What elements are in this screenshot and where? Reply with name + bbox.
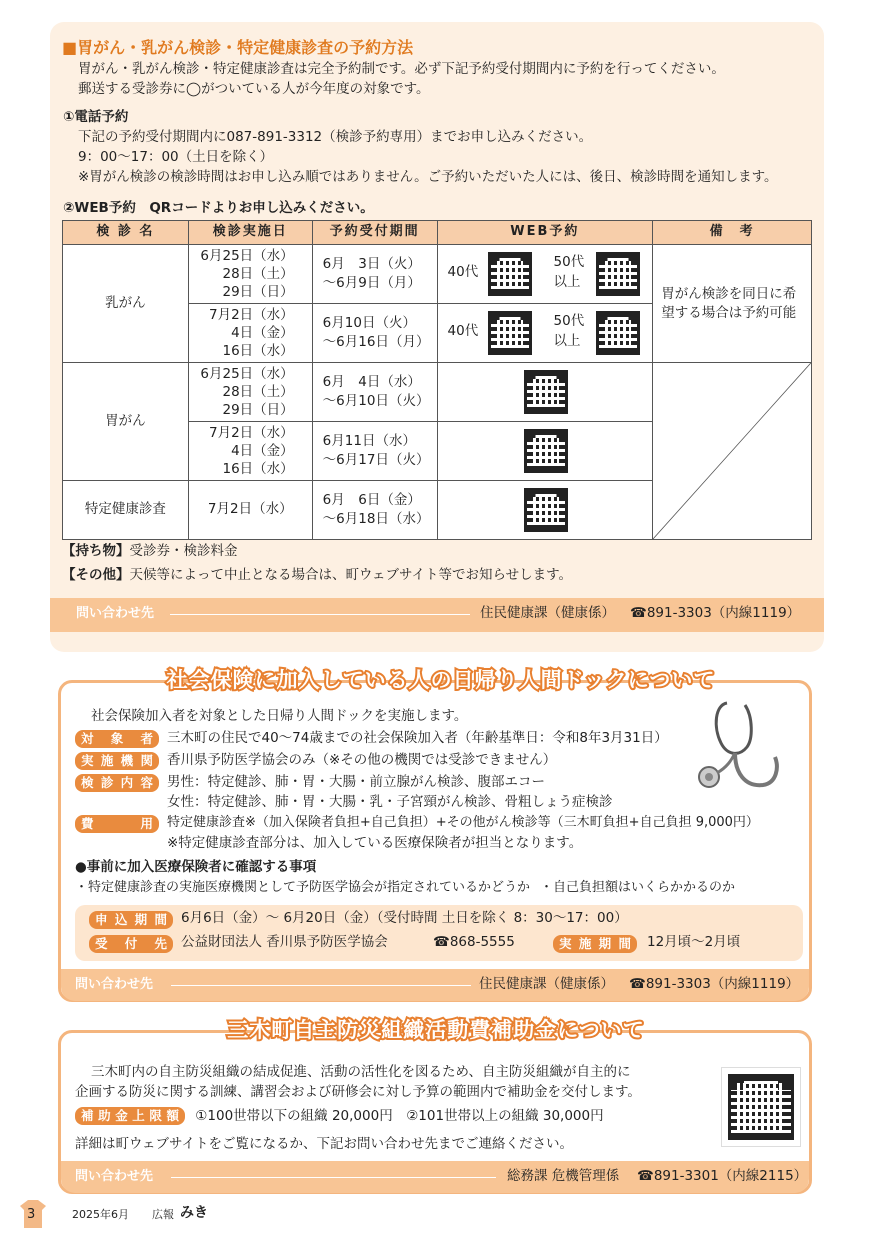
web-qr-cell bbox=[437, 481, 653, 540]
health-dock-section bbox=[58, 668, 812, 1002]
body-line: 企画する防災に関する訓練、講習会および研修会に対し予算の範囲内で補助金を交付します。 bbox=[75, 1084, 641, 1100]
qr-code-icon[interactable] bbox=[596, 252, 640, 296]
phone-line: 下記の予約受付期間内に087-891-3312（検診予約専用）までお申し込みください。 bbox=[78, 129, 593, 145]
contact-bar bbox=[50, 598, 824, 632]
header-exam: 検 診 名 bbox=[63, 221, 189, 245]
qr-code-icon[interactable] bbox=[524, 429, 568, 473]
exam-tokutei: 特定健康診査 bbox=[63, 481, 189, 540]
tag-content: 検診内容 bbox=[75, 774, 159, 792]
contact-dept: 総務課 危機管理係 bbox=[507, 1168, 620, 1184]
exam-dates: 7月2日（水） 4日（金） 16日（水） bbox=[188, 422, 312, 481]
reserve-period: 6月 6日（金） ～6月18日（水） bbox=[312, 481, 437, 540]
section-title: 社会保険に加入している人の日帰り人間ドックについて bbox=[166, 668, 716, 692]
other-info: 【その他】天候等によって中止となる場合は、町ウェブサイト等でお知らせします。 bbox=[62, 567, 573, 583]
qr-code-icon[interactable] bbox=[728, 1074, 794, 1140]
section-heading: ■胃がん・乳がん検診・特定健康診査の予約方法 bbox=[62, 38, 414, 57]
diagonal-line bbox=[653, 363, 811, 539]
issue-date: 2025年6月 bbox=[72, 1208, 129, 1221]
reserve-period: 6月10日（火） ～6月16日（月） bbox=[312, 304, 437, 363]
check-heading: ●事前に加入医療保険者に確認する事項 bbox=[75, 859, 317, 875]
tag-period: 実施期間 bbox=[553, 935, 637, 953]
tag-apply: 申込期間 bbox=[89, 911, 173, 929]
intro-line: 郵送する受診券に◯がついている人が今年度の対象です。 bbox=[78, 81, 430, 97]
qr-box bbox=[721, 1067, 801, 1147]
reservation-table bbox=[62, 220, 812, 540]
cost-note: ※特定健康診査部分は、加入している医療保険者が担当となります。 bbox=[167, 835, 583, 851]
reserve-period: 6月 3日（火） ～6月9日（月） bbox=[312, 245, 437, 304]
reserve-period: 6月11日（水） ～6月17日（火） bbox=[312, 422, 437, 481]
publication-label: 広報 bbox=[152, 1208, 174, 1221]
reservation-section bbox=[50, 22, 824, 652]
age-50-over: 以上 bbox=[553, 274, 581, 290]
exam-stomach: 胃がん bbox=[63, 363, 189, 481]
tag-cost: 費用 bbox=[75, 815, 159, 833]
tag-target: 対象者 bbox=[75, 730, 159, 748]
header-date: 検診実施日 bbox=[188, 221, 312, 245]
publication-logo: みき bbox=[180, 1205, 208, 1221]
receiver-tel[interactable]: ☎868-5555 bbox=[433, 934, 515, 950]
section-title: 三木町自主防災組織活動費補助金について bbox=[227, 1018, 645, 1042]
qr-code-icon[interactable] bbox=[488, 252, 532, 296]
note-empty bbox=[653, 363, 812, 540]
contact-label: 問い合わせ先 bbox=[76, 606, 155, 621]
age-40: 40代 bbox=[447, 323, 479, 339]
qr-code-icon[interactable] bbox=[524, 488, 568, 532]
age-40: 40代 bbox=[447, 264, 479, 280]
phone-hours: 9：00～17：00（土日を除く） bbox=[78, 149, 274, 165]
header-period: 予約受付期間 bbox=[312, 221, 437, 245]
age-50: 50代 bbox=[553, 254, 585, 270]
disaster-subsidy-section bbox=[58, 1018, 812, 1194]
cost-text: 特定健康診査※（加入保険者負担+自己負担）+その他がん検診等（三木町負担+自己負担 9,000円） bbox=[167, 815, 759, 830]
target-text: 三木町の住民で40～74歳までの社会保険加入者（年齢基準日：令和8年3月31日） bbox=[167, 730, 668, 746]
contact-label: 問い合わせ先 bbox=[75, 1169, 154, 1184]
exam-dates: 6月25日（水） 28日（土） 29日（日） bbox=[188, 363, 312, 422]
limit-text: ①100世帯以下の組織 20,000円 ②101世帯以上の組織 30,000円 bbox=[195, 1108, 604, 1124]
check-item: ・特定健康診査の実施医療機関として予防医学協会が指定されているかどうか bbox=[75, 880, 531, 895]
age-50-over: 以上 bbox=[553, 333, 581, 349]
reserve-period: 6月 4日（水） ～6月10日（火） bbox=[312, 363, 437, 422]
detail-line: 詳細は町ウェブサイトをご覧になるか、下記お問い合わせ先までご連絡ください。 bbox=[75, 1136, 574, 1152]
header-note: 備 考 bbox=[653, 221, 812, 245]
belongings: 【持ち物】受診券・検診料金 bbox=[62, 543, 238, 559]
intro-line: 胃がん・乳がん検診・特定健康診査は完全予約制です。必ず下記予約受付期間内に予約を行ってください。 bbox=[78, 61, 725, 77]
exam-dates: 6月25日（水） 28日（土） 29日（日） bbox=[188, 245, 312, 304]
phone-note: ※胃がん検診の検診時間はお申し込み順ではありません。ご予約いただいた人には、後日、検診時間を通知します。 bbox=[78, 169, 778, 185]
tag-institution: 実施機関 bbox=[75, 752, 159, 770]
phone-heading: ①電話予約 bbox=[63, 109, 129, 125]
exam-breast: 乳がん bbox=[63, 245, 189, 363]
contact-tel[interactable]: ☎891-3303（内線1119） bbox=[629, 976, 800, 992]
web-qr-cell bbox=[437, 363, 653, 422]
qr-code-icon[interactable] bbox=[524, 370, 568, 414]
contact-dept: 住民健康課（健康係） bbox=[480, 605, 615, 621]
stethoscope-icon bbox=[687, 697, 783, 793]
contact-tel[interactable]: ☎891-3301（内線2115） bbox=[637, 1168, 808, 1184]
apply-period: 6月6日（金）～ 6月20日（金）（受付時間 土日を除く 8：30～17：00） bbox=[181, 910, 628, 926]
web-qr-cell bbox=[437, 304, 653, 363]
receiver-name: 公益財団法人 香川県予防医学協会 bbox=[181, 934, 388, 950]
content-female: 女性：特定健診、肺・胃・大腸・乳・子宮頸がん検診、骨粗しょう症検診 bbox=[167, 794, 613, 810]
contact-bar bbox=[61, 969, 809, 1001]
content-male: 男性：特定健診、肺・胃・大腸・前立腺がん検診、腹部エコー bbox=[167, 774, 545, 790]
page-number: 3 bbox=[27, 1207, 36, 1222]
qr-code-icon[interactable] bbox=[596, 311, 640, 355]
web-heading: ②WEB予約 QRコードよりお申し込みください。 bbox=[63, 200, 374, 216]
header-web: WEB予約 bbox=[437, 221, 653, 245]
check-item: ・自己負担額はいくらかかるのか bbox=[540, 880, 736, 895]
institution-text: 香川県予防医学協会のみ（※その他の機関では受診できません） bbox=[167, 752, 557, 768]
exam-dates: 7月2日（水） 4日（金） 16日（水） bbox=[188, 304, 312, 363]
intro-line: 社会保険加入者を対象とした日帰り人間ドックを実施します。 bbox=[91, 708, 468, 724]
contact-tel[interactable]: ☎891-3303（内線1119） bbox=[630, 605, 801, 621]
apply-box bbox=[75, 905, 803, 961]
exam-period: 12月頃～2月頃 bbox=[647, 934, 741, 950]
web-qr-cell bbox=[437, 422, 653, 481]
body-line: 三木町内の自主防災組織の結成促進、活動の活性化を図るため、自主防災組織が自主的に bbox=[91, 1064, 631, 1080]
contact-dept: 住民健康課（健康係） bbox=[479, 976, 614, 992]
tag-limit: 補助金上限額 bbox=[75, 1107, 185, 1125]
exam-dates: 7月2日（水） bbox=[188, 481, 312, 540]
contact-label: 問い合わせ先 bbox=[75, 977, 154, 992]
tag-receiver: 受付先 bbox=[89, 935, 173, 953]
age-50: 50代 bbox=[553, 313, 585, 329]
qr-code-icon[interactable] bbox=[488, 311, 532, 355]
web-qr-cell bbox=[437, 245, 653, 304]
note-breast: 胃がん検診を同日に希望する場合は予約可能 bbox=[653, 245, 812, 363]
contact-bar bbox=[61, 1161, 809, 1193]
